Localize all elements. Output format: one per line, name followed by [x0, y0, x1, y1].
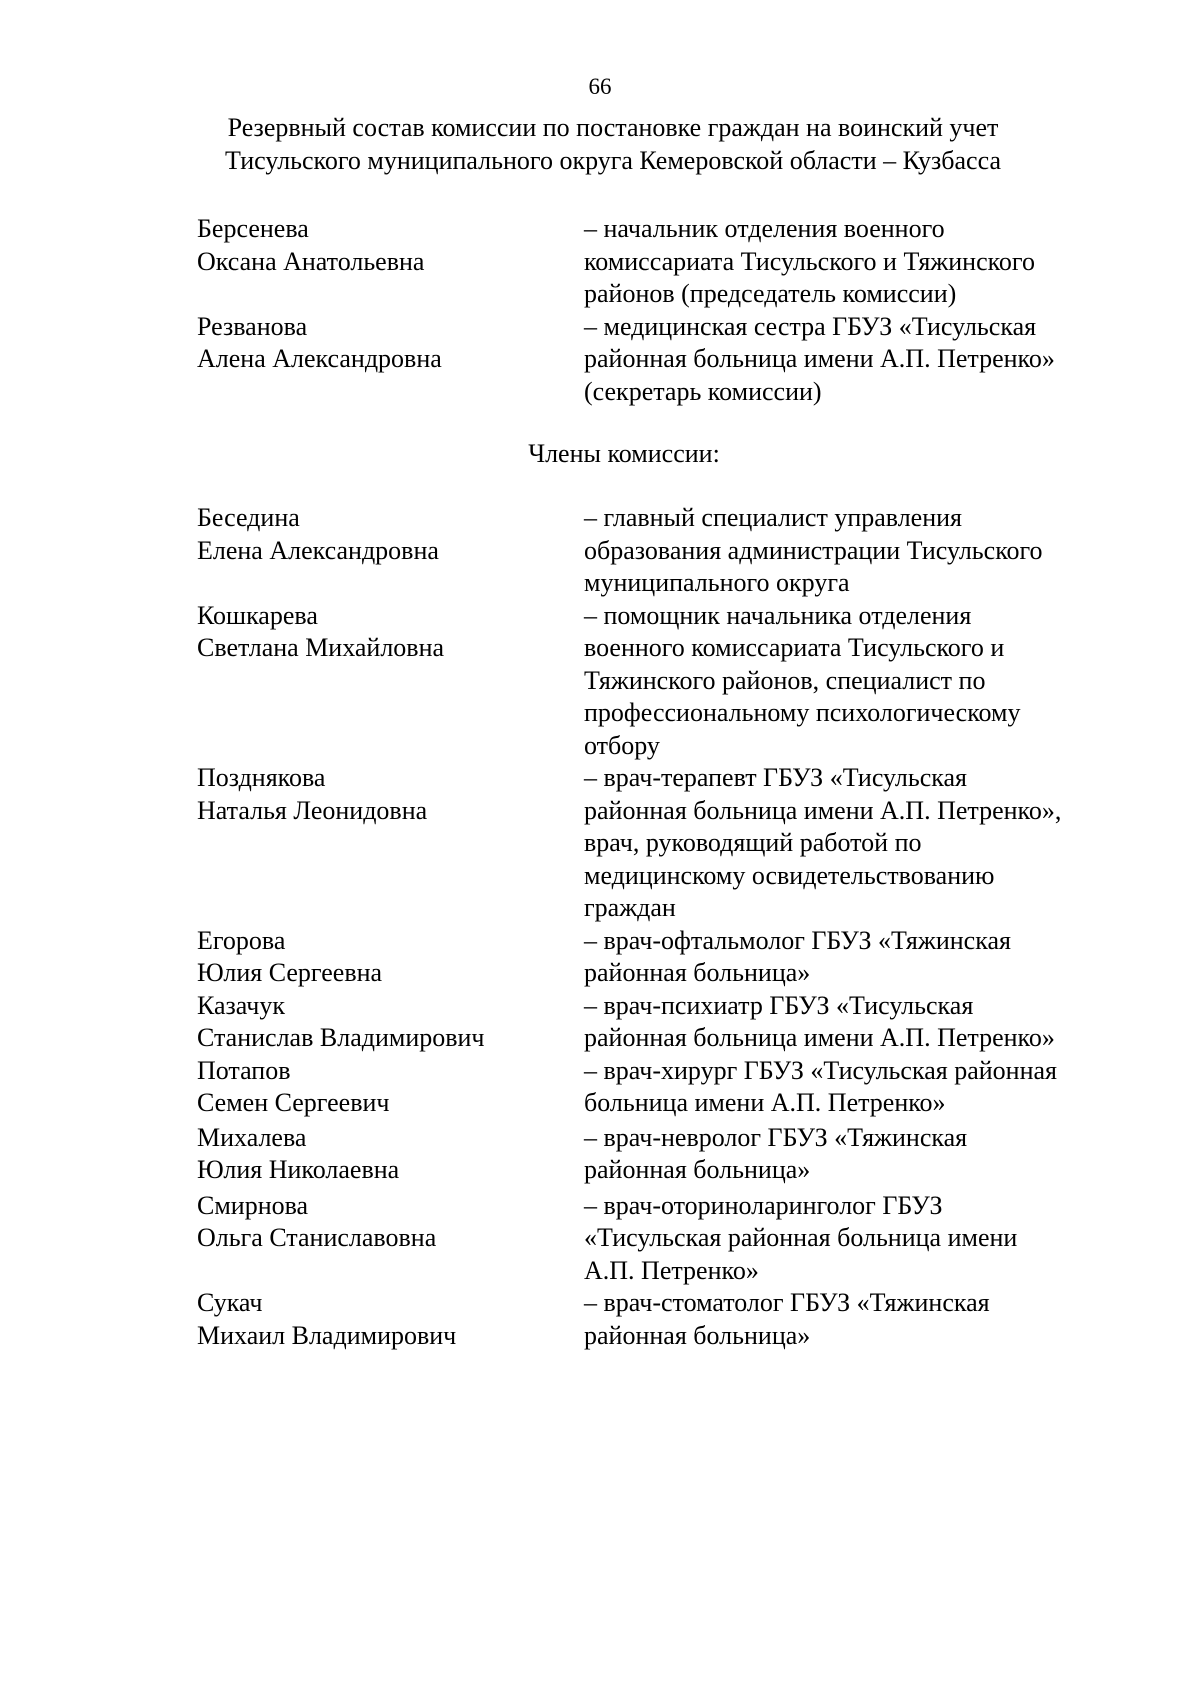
- person-role: [584, 600, 1117, 763]
- person-entry: [197, 213, 1117, 311]
- person-name: [197, 990, 584, 1055]
- person-role: [584, 1190, 1117, 1288]
- person-entry: [197, 990, 1117, 1055]
- person-name: [197, 1055, 584, 1120]
- person-entry: [197, 762, 1117, 925]
- person-name: [197, 213, 584, 311]
- person-name-line: Сукач: [197, 1288, 263, 1317]
- person-role-line: (секретарь комиссии): [584, 376, 822, 406]
- person-role-line: образования администрации Тисульского: [584, 535, 1043, 565]
- person-entry: [197, 1122, 1117, 1187]
- person-role-line: – врач-стоматолог ГБУЗ «Тяжинская: [584, 1288, 990, 1317]
- person-role-line: медицинскому освидетельствованию: [584, 860, 995, 890]
- title-line-1: Резервный состав комиссии по постановке граждан на воинский учет: [227, 113, 999, 142]
- person-name-line: Казачук: [197, 990, 286, 1020]
- person-role-line: районная больница»: [584, 958, 811, 987]
- person-name: [197, 502, 584, 600]
- person-name-line: Беседина: [197, 503, 300, 532]
- person-name-line: Наталья Леонидовна: [197, 795, 428, 825]
- person-name-line: Юлия Николаевна: [197, 1155, 400, 1184]
- person-role-line: комиссариата Тисульского и Тяжинского: [584, 246, 1035, 276]
- person-role-line: – врач-терапевт ГБУЗ «Тисульская: [584, 763, 968, 792]
- person-role-line: – врач-хирург ГБУЗ «Тисульская районная: [584, 1055, 1057, 1085]
- person-name-line: Резванова: [197, 311, 308, 341]
- person-role-line: районная больница имени А.П. Петренко»: [584, 344, 1055, 373]
- person-role-line: – врач-невролог ГБУЗ «Тяжинская: [584, 1122, 968, 1152]
- person-role: [584, 1122, 1117, 1187]
- person-role-line: граждан: [584, 893, 676, 922]
- person-role: [584, 1287, 1117, 1352]
- person-role-line: больница имени А.П. Петренко»: [584, 1088, 946, 1117]
- person-name-line: Михаил Владимирович: [197, 1320, 457, 1350]
- person-role: [584, 762, 1117, 925]
- person-entry: [197, 1287, 1117, 1352]
- person-name-line: Алена Александровна: [197, 344, 442, 373]
- person-role-line: – врач-офтальмолог ГБУЗ «Тяжинская: [584, 925, 1011, 955]
- person-name-line: Семен Сергеевич: [197, 1088, 390, 1117]
- person-entry: [197, 502, 1117, 600]
- person-role: [584, 990, 1117, 1055]
- person-name-line: Светлана Михайловна: [197, 633, 445, 662]
- person-role-line: районная больница имени А.П. Петренко»: [584, 1023, 1055, 1052]
- person-role-line: – помощник начальника отделения: [584, 600, 972, 630]
- person-name-line: Берсенева: [197, 214, 309, 243]
- person-name-line: Михалева: [197, 1122, 307, 1152]
- person-name-line: Егорова: [197, 925, 286, 955]
- person-role-line: А.П. Петренко»: [584, 1255, 759, 1285]
- person-role-line: отбору: [584, 730, 660, 760]
- person-name: [197, 1190, 584, 1288]
- person-role-line: – начальник отделения военного: [584, 214, 945, 243]
- person-name: [197, 762, 584, 925]
- person-role: [584, 311, 1117, 409]
- person-name-line: Юлия Сергеевна: [197, 958, 383, 987]
- person-role-line: военного комиссариата Тисульского и: [584, 633, 1005, 662]
- person-name: [197, 1287, 584, 1352]
- title-line-2: Тисульского муниципального округа Кемеровской области – Кузбасса: [224, 145, 1001, 175]
- person-name: [197, 600, 584, 763]
- person-role-line: врач, руководящий работой по: [584, 828, 922, 857]
- person-role: [584, 925, 1117, 990]
- person-role-line: профессиональному психологическому: [584, 698, 1021, 727]
- leaders-list: [197, 213, 1117, 408]
- person-entry: [197, 1055, 1117, 1120]
- person-role-line: – врач-психиатр ГБУЗ «Тисульская: [584, 990, 974, 1020]
- person-role: [584, 502, 1117, 600]
- person-entry: [197, 1190, 1117, 1288]
- person-role-line: районная больница»: [584, 1320, 811, 1350]
- person-role-line: районная больница имени А.П. Петренко»,: [584, 795, 1062, 825]
- person-role-line: – врач-оториноларинголог ГБУЗ: [584, 1190, 943, 1220]
- person-name-line: Потапов: [197, 1055, 291, 1085]
- person-name-line: Ольга Станиславовна: [197, 1223, 437, 1252]
- person-role-line: – главный специалист управления: [584, 503, 963, 532]
- document-title: [130, 112, 1096, 177]
- person-name: [197, 311, 584, 409]
- person-role: [584, 1055, 1117, 1120]
- person-role-line: муниципального округа: [584, 568, 850, 597]
- person-role: [584, 213, 1117, 311]
- person-name-line: Станислав Владимирович: [197, 1023, 485, 1052]
- person-role-line: «Тисульская районная больница имени: [584, 1223, 1018, 1252]
- person-role-line: районная больница»: [584, 1155, 811, 1184]
- person-entry: [197, 925, 1117, 990]
- page-number: 66: [588, 74, 612, 99]
- person-role-line: – медицинская сестра ГБУЗ «Тисульская: [584, 311, 1037, 341]
- person-entry: [197, 600, 1117, 763]
- person-name-line: Кошкарева: [197, 600, 318, 630]
- person-name: [197, 1122, 584, 1187]
- person-role-line: районов (председатель комиссии): [584, 279, 957, 308]
- members-heading: Члены комиссии:: [528, 439, 720, 468]
- person-name-line: Елена Александровна: [197, 535, 439, 565]
- person-name-line: Оксана Анатольевна: [197, 246, 425, 276]
- person-name-line: Смирнова: [197, 1190, 309, 1220]
- members-list: [197, 502, 1117, 1352]
- person-entry: [197, 311, 1117, 409]
- person-role-line: Тяжинского районов, специалист по: [584, 665, 986, 695]
- person-name-line: Позднякова: [197, 763, 326, 792]
- person-name: [197, 925, 584, 990]
